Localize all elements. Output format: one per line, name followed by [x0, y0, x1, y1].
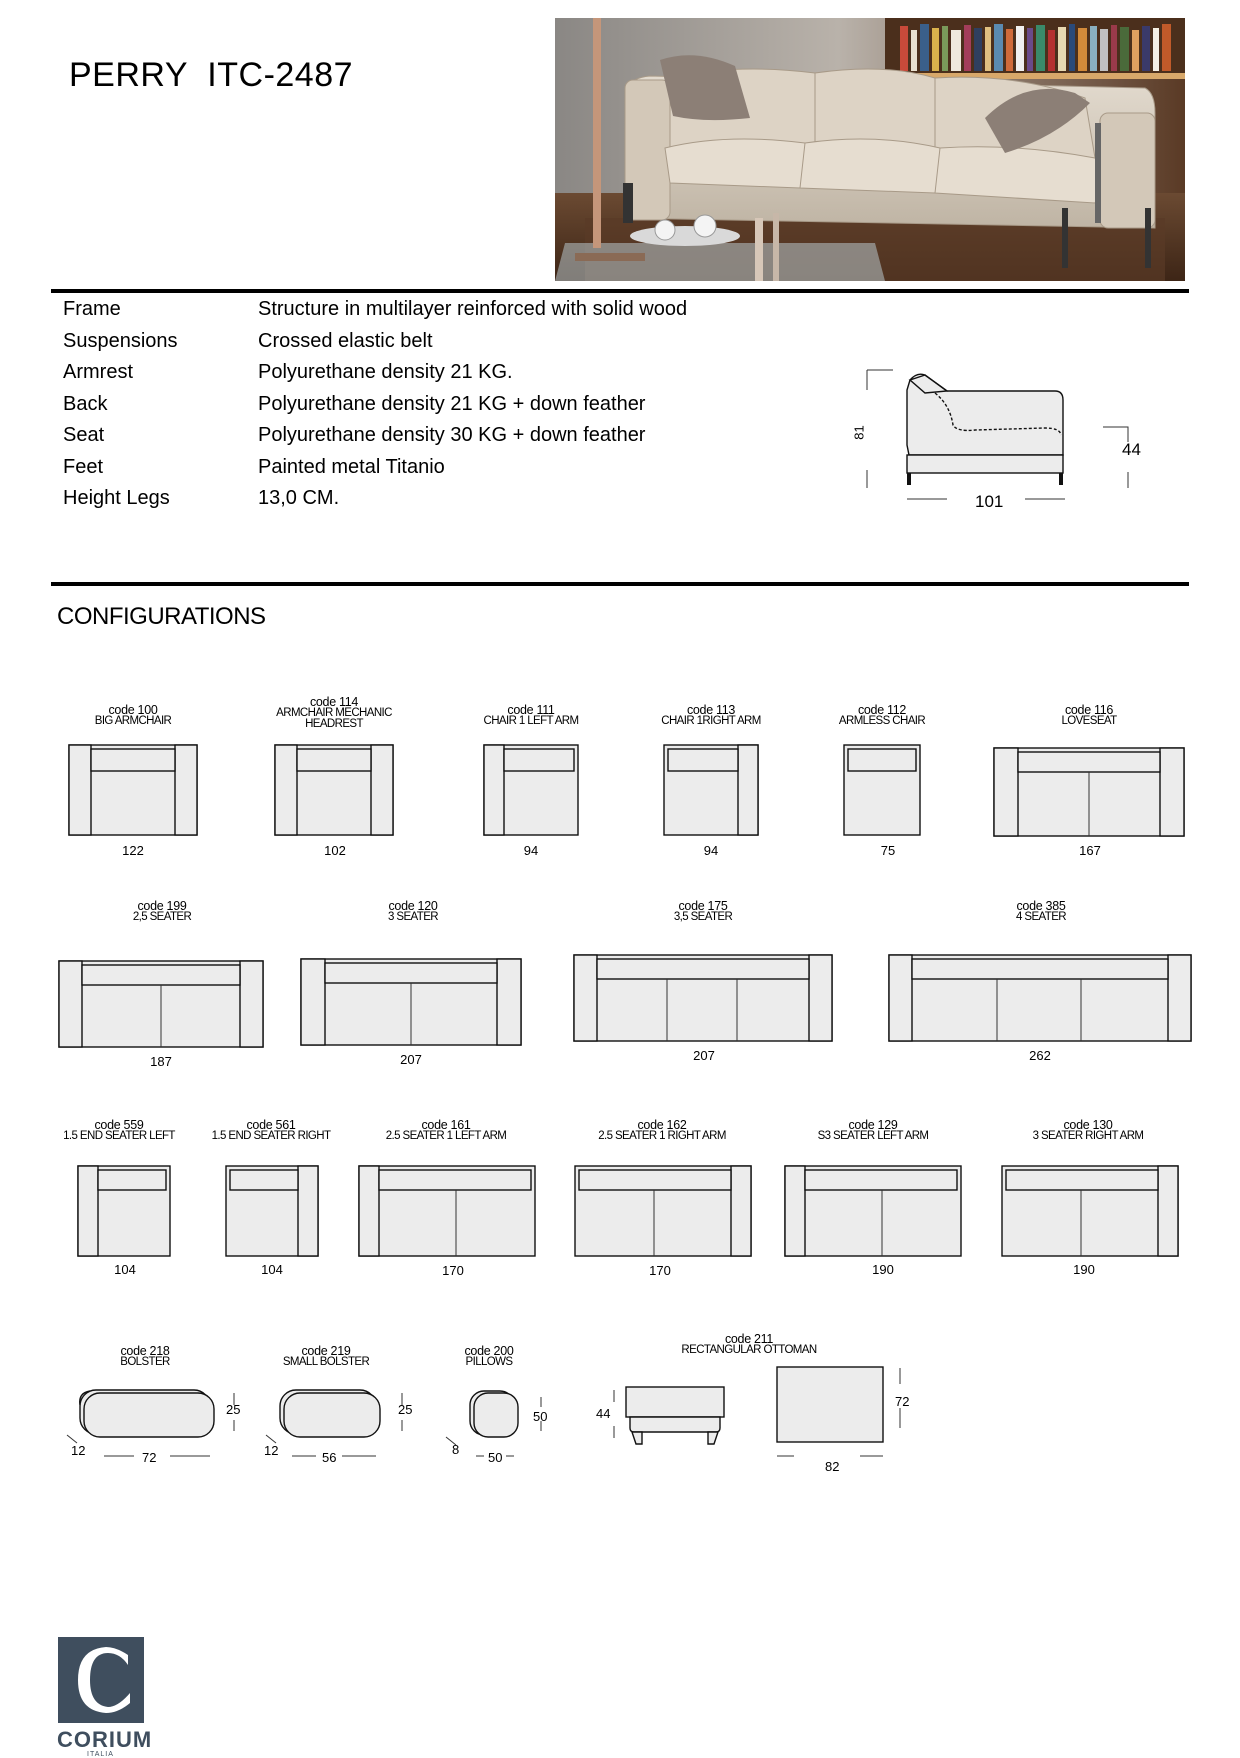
spec-label: Feet	[63, 456, 104, 478]
config-caption	[681, 1334, 816, 1356]
config-width: 102	[324, 843, 346, 858]
config-height: 50	[533, 1409, 548, 1424]
config-code-211-drawing	[600, 1360, 920, 1470]
config-code: code 218	[120, 1344, 170, 1358]
configurations-title: CONFIGURATIONS	[57, 603, 266, 630]
config-name: 3 SEATER	[388, 911, 438, 923]
brand-subtitle: ITALIA	[87, 1751, 114, 1758]
spec-value: Polyurethane density 30 KG + down feather	[258, 424, 646, 446]
spec-value: Polyurethane density 21 KG.	[258, 361, 513, 383]
config-length: 50	[488, 1450, 503, 1465]
side-seat-height-label: 44	[1122, 440, 1141, 459]
config-width: 190	[872, 1262, 894, 1277]
config-code-116-drawing	[993, 747, 1187, 839]
config-name: BOLSTER	[120, 1356, 170, 1368]
config-caption	[283, 1346, 369, 1368]
spec-label: Seat	[63, 424, 105, 446]
config-code-100-drawing	[68, 744, 198, 838]
config-code-561-drawing	[225, 1165, 321, 1259]
config-width: 94	[703, 843, 719, 858]
config-name: CHAIR 1 LEFT ARM	[483, 715, 579, 727]
config-name: ARMLESS CHAIR	[838, 715, 926, 727]
config-code: code 199	[137, 899, 187, 913]
config-code: code 116	[1064, 703, 1114, 717]
configurations-rule	[51, 582, 1189, 586]
config-caption	[386, 1120, 507, 1142]
config-depth: 12	[264, 1443, 279, 1458]
spec-label: Back	[63, 393, 108, 415]
config-caption	[120, 1346, 169, 1368]
product-title: PERRY ITC-2487	[69, 56, 354, 94]
config-code: code 129	[848, 1118, 898, 1132]
config-name: CHAIR 1RIGHT ARM	[661, 715, 761, 727]
spec-label: Armrest	[63, 361, 133, 383]
config-width: 190	[1073, 1262, 1095, 1277]
config-code: code 130	[1063, 1118, 1113, 1132]
config-code: code 385	[1016, 899, 1066, 913]
config-name: PILLOWS	[465, 1356, 513, 1368]
config-caption	[674, 901, 732, 923]
config-code-113-drawing	[663, 744, 759, 838]
config-code-129-drawing	[784, 1165, 964, 1259]
config-name: 1.5 END SEATER RIGHT	[211, 1130, 331, 1142]
config-caption	[484, 705, 579, 727]
config-name: 2.5 SEATER 1 LEFT ARM	[385, 1130, 507, 1142]
config-name: 2.5 SEATER 1 RIGHT ARM	[598, 1130, 726, 1142]
spec-value: Polyurethane density 21 KG + down feather	[258, 393, 646, 415]
config-caption	[839, 705, 925, 727]
config-depth: 12	[71, 1443, 86, 1458]
config-code-162-drawing	[574, 1165, 754, 1259]
config-name: 2,5 SEATER	[132, 911, 192, 923]
spec-label: Height Legs	[63, 487, 170, 509]
config-code: code 559	[94, 1118, 144, 1132]
spec-value: 13,0 CM.	[258, 487, 340, 509]
config-code-111-drawing	[483, 744, 579, 838]
config-code-175-drawing	[573, 954, 835, 1044]
config-width: 170	[649, 1263, 671, 1278]
side-depth-label: 101	[975, 492, 1004, 511]
config-code: code 100	[108, 703, 158, 717]
config-caption	[464, 1346, 513, 1368]
config-code: code 112	[857, 703, 907, 717]
config-code-120-drawing	[300, 958, 524, 1048]
config-name: 3,5 SEATER	[673, 911, 733, 923]
config-depth: 72	[895, 1394, 910, 1409]
config-height: 25	[226, 1402, 241, 1417]
config-depth: 8	[452, 1442, 460, 1457]
config-caption	[818, 1120, 929, 1142]
side-profile-diagram	[855, 360, 1155, 510]
config-name: S3 SEATER LEFT ARM	[817, 1130, 929, 1142]
config-width: 75	[880, 843, 896, 858]
config-width: 167	[1079, 843, 1101, 858]
spec-top-rule	[51, 289, 1189, 293]
config-code: code 561	[246, 1118, 296, 1132]
config-code: code 161	[421, 1118, 471, 1132]
config-code: code 120	[388, 899, 438, 913]
side-height-label: 81	[851, 425, 867, 440]
config-caption	[1016, 901, 1066, 923]
config-name-line2: HEADREST	[305, 718, 363, 730]
spec-value: Crossed elastic belt	[258, 330, 433, 352]
config-caption	[212, 1120, 331, 1142]
config-width: 187	[150, 1054, 172, 1069]
config-caption	[388, 901, 438, 923]
config-width: 207	[693, 1048, 715, 1063]
config-name: SMALL BOLSTER	[282, 1356, 370, 1368]
config-name: 1.5 END SEATER LEFT	[63, 1130, 175, 1142]
config-width: 207	[400, 1052, 422, 1067]
config-width: 104	[261, 1262, 283, 1277]
config-code: code 219	[301, 1344, 351, 1358]
config-name: 4 SEATER	[1016, 911, 1066, 923]
config-height: 25	[398, 1402, 413, 1417]
config-caption	[1033, 1120, 1144, 1142]
brand-name: CORIUM	[57, 1727, 153, 1752]
brand-logo-mark	[58, 1637, 144, 1723]
config-width: 262	[1029, 1048, 1051, 1063]
config-name: BIG ARMCHAIR	[94, 715, 172, 727]
config-width: 122	[122, 843, 144, 858]
config-caption	[661, 705, 760, 727]
spec-value: Painted metal Titanio	[258, 456, 445, 478]
config-width: 82	[825, 1459, 840, 1474]
config-code: code 114	[309, 695, 359, 709]
config-width: 94	[523, 843, 539, 858]
config-code-199-drawing	[58, 960, 266, 1050]
config-code: code 111	[507, 703, 555, 717]
config-code: code 113	[686, 703, 736, 717]
config-code-385-drawing	[888, 954, 1194, 1044]
config-name: 3 SEATER RIGHT ARM	[1032, 1130, 1144, 1142]
config-code-161-drawing	[358, 1165, 538, 1259]
config-caption	[1061, 705, 1116, 727]
config-code: code 200	[464, 1344, 514, 1358]
config-height: 44	[596, 1406, 611, 1421]
config-name: RECTANGULAR OTTOMAN	[681, 1344, 817, 1356]
config-name: LOVESEAT	[1061, 715, 1117, 727]
config-width: 104	[114, 1262, 136, 1277]
config-code-219-drawing	[258, 1385, 418, 1461]
config-caption	[95, 705, 172, 727]
spec-label: Frame	[63, 298, 121, 320]
config-code-218-drawing	[62, 1385, 252, 1461]
config-code-114-drawing	[274, 744, 396, 838]
product-photo	[555, 18, 1185, 281]
config-length: 56	[322, 1450, 337, 1465]
config-length: 72	[142, 1450, 157, 1465]
config-code: code 162	[637, 1118, 687, 1132]
config-code-112-drawing	[843, 744, 923, 838]
spec-value: Structure in multilayer reinforced with solid wood	[258, 298, 688, 320]
config-code: code 211	[724, 1332, 774, 1346]
config-caption	[598, 1120, 726, 1142]
config-caption	[133, 901, 191, 923]
config-code: code 175	[678, 899, 728, 913]
config-code-559-drawing	[77, 1165, 173, 1259]
config-width: 170	[442, 1263, 464, 1278]
config-name: ARMCHAIR MECHANIC	[276, 707, 392, 719]
config-caption	[276, 697, 392, 730]
config-code-130-drawing	[1001, 1165, 1181, 1259]
spec-label: Suspensions	[63, 330, 178, 352]
config-caption	[63, 1120, 175, 1142]
